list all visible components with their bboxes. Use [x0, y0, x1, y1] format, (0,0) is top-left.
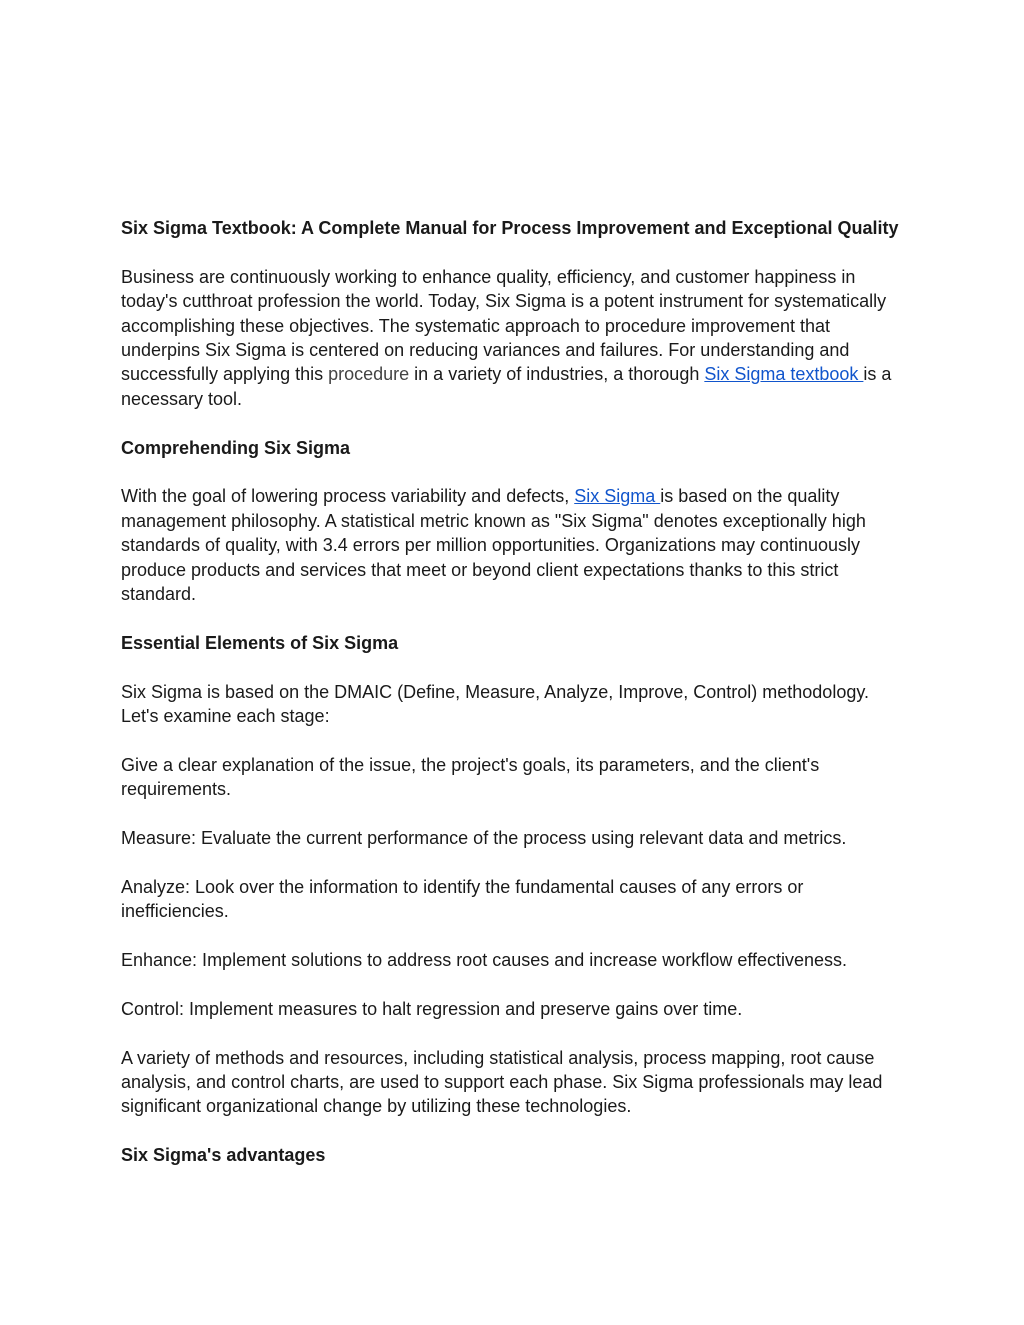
- dmaic-intro-paragraph: Six Sigma is based on the DMAIC (Define, Measure, Analyze, Improve, Control) methodology. Let's examine each stage:: [121, 681, 870, 727]
- comprehending-text-2: is based on the quality management philosophy. A statistical metric known as "Six Sigma" denotes exceptionally high standards of quality, with 3.4 errors per million opportunities. Organizations may continuously produce products and services that meet or beyond client expectations thanks to this strict standard.: [121, 486, 866, 605]
- section-heading-essential-elements: Essential Elements of Six Sigma: [121, 632, 399, 653]
- section-heading-comprehending: Comprehending Six Sigma: [121, 437, 351, 458]
- intro-paragraph: [121, 265, 911, 411]
- intro-text-1: Business are continuously working to enhance quality, efficiency, and customer happiness in today's cutthroat profession the world. Today, Six Sigma is a potent instrument for systematically accomplishing these objectives. The systematic approach to procedure improvement that underpins Six Sigma is centered on reducing variances and failures. For understanding and successfully applying this: [121, 266, 887, 385]
- tools-paragraph: A variety of methods and resources, including statistical analysis, process mapping, root cause analysis, and control charts, are used to support each phase. Six Sigma professionals may lead significant organizational change by utilizing these technologies.: [121, 1047, 883, 1117]
- comprehending-text-1: With the goal of lowering process variability and defects,: [121, 486, 575, 507]
- section-heading-advantages: Six Sigma's advantages: [121, 1145, 326, 1166]
- enhance-paragraph: Enhance: Implement solutions to address root causes and increase workflow effectiveness.: [121, 950, 848, 971]
- analyze-paragraph: Analyze: Look over the information to identify the fundamental causes of any errors or inefficiencies.: [121, 876, 804, 922]
- comprehending-paragraph: [121, 484, 911, 606]
- define-paragraph: Give a clear explanation of the issue, the project's goals, its parameters, and the client's requirements.: [121, 754, 820, 800]
- six-sigma-textbook-link[interactable]: Six Sigma textbook: [704, 364, 864, 385]
- six-sigma-link[interactable]: Six Sigma: [574, 486, 661, 507]
- document-body: [121, 216, 911, 1192]
- document-title: Six Sigma Textbook: A Complete Manual for Process Improvement and Exceptional Quality: [121, 218, 899, 238]
- intro-text-2: in a variety of industries, a thorough: [409, 364, 705, 385]
- intro-text-3: is a necessary tool.: [121, 364, 892, 409]
- intro-text-muted: procedure: [328, 364, 410, 385]
- control-paragraph: Control: Implement measures to halt regression and preserve gains over time.: [121, 998, 743, 1019]
- measure-paragraph: Measure: Evaluate the current performance of the process using relevant data and metrics.: [121, 828, 847, 849]
